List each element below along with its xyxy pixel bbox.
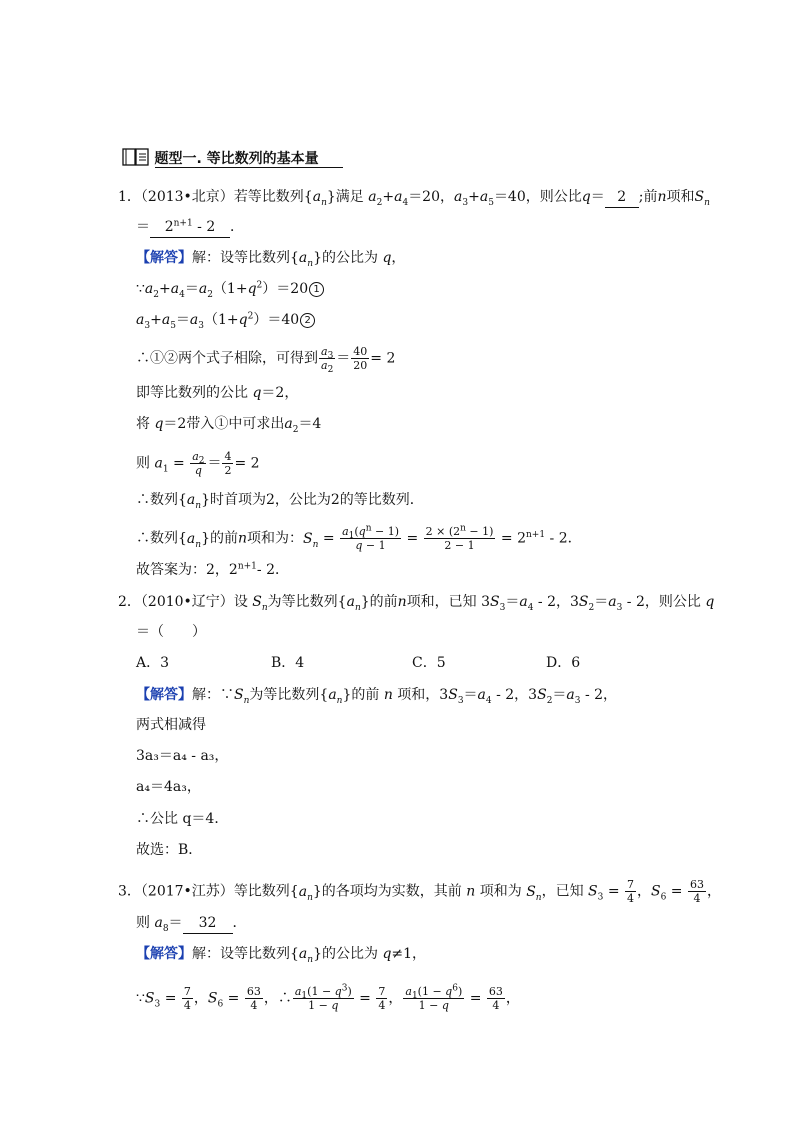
- q2-sol-4: a₄＝4a₃，: [136, 779, 201, 795]
- q1-sol-3: $a_3+a_5=a_3(1+q^2)=40$ 2: [136, 310, 315, 330]
- q2-stem-2: ＝（ ）: [136, 624, 206, 640]
- q1-sol-6: 将 q＝2带入①中可求出$a_2=4$: [136, 416, 322, 435]
- q1-answer-s: $2^{n+1} - 2$: [150, 217, 230, 238]
- heading-underline: [155, 167, 343, 168]
- q1-sol-2: $\because a_2+a_4=a_2(1+q^2)=20$ 1: [136, 279, 324, 299]
- q1-sol-8: ∴数列$\{a_n\}$时首项为2，公比为2的等比数列．: [136, 492, 424, 511]
- q3-sol-2: $\because S_3$ = $\frac{7}{4}$ ，$S_6$ = $\frac{63}{4}$ ，∴ $\frac{a_1(1 - q^3)}{1 - q}$ = $\frac{7}{4}$ ， $\frac{a_1(1 - q^6)}{1 - q}$ = $\frac{63}{4}$ ，: [136, 983, 520, 1012]
- q1-answer-q: 2: [605, 187, 639, 208]
- q1-sol-4: ∴①②两个式子相除，可得到 $\frac{a_3}{a_2}$ ＝ $\frac{40}{20}$ = 2: [136, 345, 396, 376]
- book-icon: [122, 147, 150, 167]
- section-heading: [122, 147, 319, 169]
- q2-sol-1: 【解答】解：$\because S_n$为等比数列$\{a_n\}$的前 n 项和，$3S_3=a_4 - 2$，$3S_2=a_3 - 2$，: [136, 687, 618, 706]
- q1-sol-1: 【解答】解：设等比数列$\{a_n\}$的公比为 q，: [136, 250, 406, 269]
- q1-sol-9: ∴数列$\{a_n\}$的前n项和为：$S_n$ = $\frac{a_1(q^n - 1)}{q - 1}$ = $\frac{2 \times (2^n - 1)}{2 - 1}$ = $2^{n+1} - 2$．: [136, 523, 582, 552]
- q2-stem: 2．（2010•辽宁）设 $S_n$为等比数列$\{a_n\}$的前n项和，已知 $3S_3=a_4 - 2$，$3S_2=a_3 - 2$，则公比 q: [118, 594, 715, 613]
- q1-stem: 1．（2013•北京）若等比数列$\{a_n\}$满足 $a_2+a_4=20$，$a_3+a_5=40$，则公比q＝ 2 ;前n项和$S_n$: [118, 189, 710, 208]
- q2-option-c[interactable]: C．5: [412, 655, 446, 671]
- q2-sol-3: 3a₃＝a₄ - a₃，: [136, 748, 229, 764]
- q3-stem-2: 则 $a_8= 32$ ．: [136, 915, 247, 934]
- q1-stem-2: ＝ $2^{n+1} - 2$ ．: [136, 217, 244, 238]
- q3-answer: 32: [183, 913, 233, 934]
- q3-sol-1: 【解答】解：设等比数列$\{a_n\}$的公比为 q≠1，: [136, 946, 427, 965]
- q2-option-d[interactable]: D．6: [546, 655, 581, 671]
- q1-sol-7: 则 $a_1$ = $\frac{a_2}{q}$ ＝ $\frac{4}{2}$ = 2: [136, 450, 260, 477]
- q3-stem: 3．（2017•江苏）等比数列$\{a_n\}$的各项均为实数，其前 n 项和为 $S_n$，已知 $S_3$ = $\frac{7}{4}$ ，$S_6$ = $\frac{63}{4}$ ，: [118, 878, 721, 905]
- q1-sol-10: 故答案为：2，$2^{n+1}-$ 2．: [136, 561, 289, 578]
- q2-option-a[interactable]: A．3: [136, 655, 170, 671]
- q2-sol-2: 两式相减得: [136, 717, 206, 733]
- q2-sol-5: ∴公比 q＝4．: [136, 811, 229, 827]
- section-title: 题型一. 等比数列的基本量: [154, 151, 319, 167]
- q1-sol-5: 即等比数列的公比 q＝2，: [136, 385, 299, 401]
- q2-sol-6: 故选：B．: [136, 842, 203, 858]
- q2-option-b[interactable]: B．4: [271, 655, 305, 671]
